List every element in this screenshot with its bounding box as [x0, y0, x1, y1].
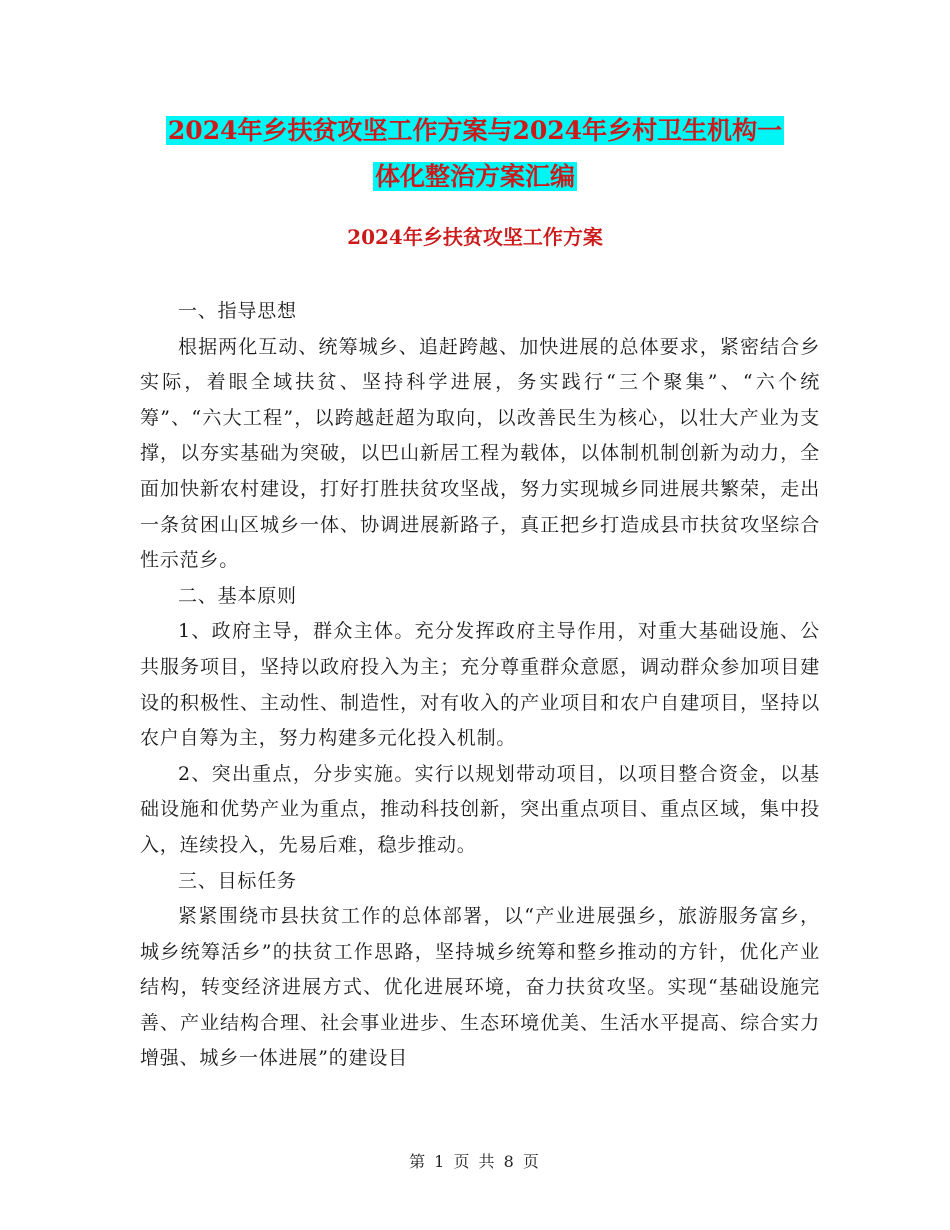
- paragraph-goals-tasks: 紧紧围绕市县扶贫工作的总体部署，以“产业进展强乡，旅游服务富乡，城乡统筹活乡”的扶贫工作思路，坚持城乡统筹和整乡推动的方针，优化产业结构，转变经济进展方式、优化进展环境，奋力扶贫攻坚。实现“基础设施完善、产业结构合理、社会事业进步、生态环境优美、生活水平提高、综合实力增强、城乡一体进展”的建设目: [140, 905, 820, 1070]
- heading-guiding-thought: 一、指导思想: [178, 300, 297, 322]
- document-body: [140, 294, 820, 1077]
- paragraph-principle-2: 2、突出重点，分步实施。实行以规划带动项目，以项目整合资金，以基础设施和优势产业为重点，推动科技创新，突出重点项目、重点区域，集中投入，连续投入，先易后难，稳步推动。: [140, 762, 820, 856]
- title-line-2: 体化整治方案汇编: [374, 162, 575, 191]
- page-footer: 第 1 页 共 8 页: [409, 1152, 541, 1171]
- heading-basic-principles: 二、基本原则: [178, 584, 297, 607]
- document-title: [0, 108, 950, 200]
- heading-goals-tasks: 三、目标任务: [178, 869, 297, 892]
- paragraph-principle-1: 1、政府主导，群众主体。充分发挥政府主导作用，对重大基础设施、公共服务项目，坚持以政府投入为主；充分尊重群众意愿，调动群众参加项目建设的积极性、主动性、制造性，对有收入的产业项目和农户自建项目，坚持以农户自筹为主，努力构建多元化投入机制。: [140, 620, 820, 750]
- paragraph-guiding-thought: 根据两化互动、统筹城乡、追赶跨越、加快进展的总体要求，紧密结合乡实际，着眼全域扶贫、坚持科学进展，务实践行“三个聚集”、“六个统筹”、“六大工程”，以跨越赶超为取向，以改善民生为核心，以壮大产业为支撑，以夯实基础为突破，以巴山新居工程为载体，以体制机制创新为动力，全面加快新农村建设，打好打胜扶贫攻坚战，努力实现城乡同进展共繁荣，走出一条贫困山区城乡一体、协调进展新路子，真正把乡打造成县市扶贫攻坚综合性示范乡。: [140, 335, 820, 572]
- title-line-1: 2024年乡扶贫攻坚工作方案与2024年乡村卫生机构一: [167, 116, 783, 145]
- section-title: 2024年乡扶贫攻坚工作方案: [347, 225, 603, 249]
